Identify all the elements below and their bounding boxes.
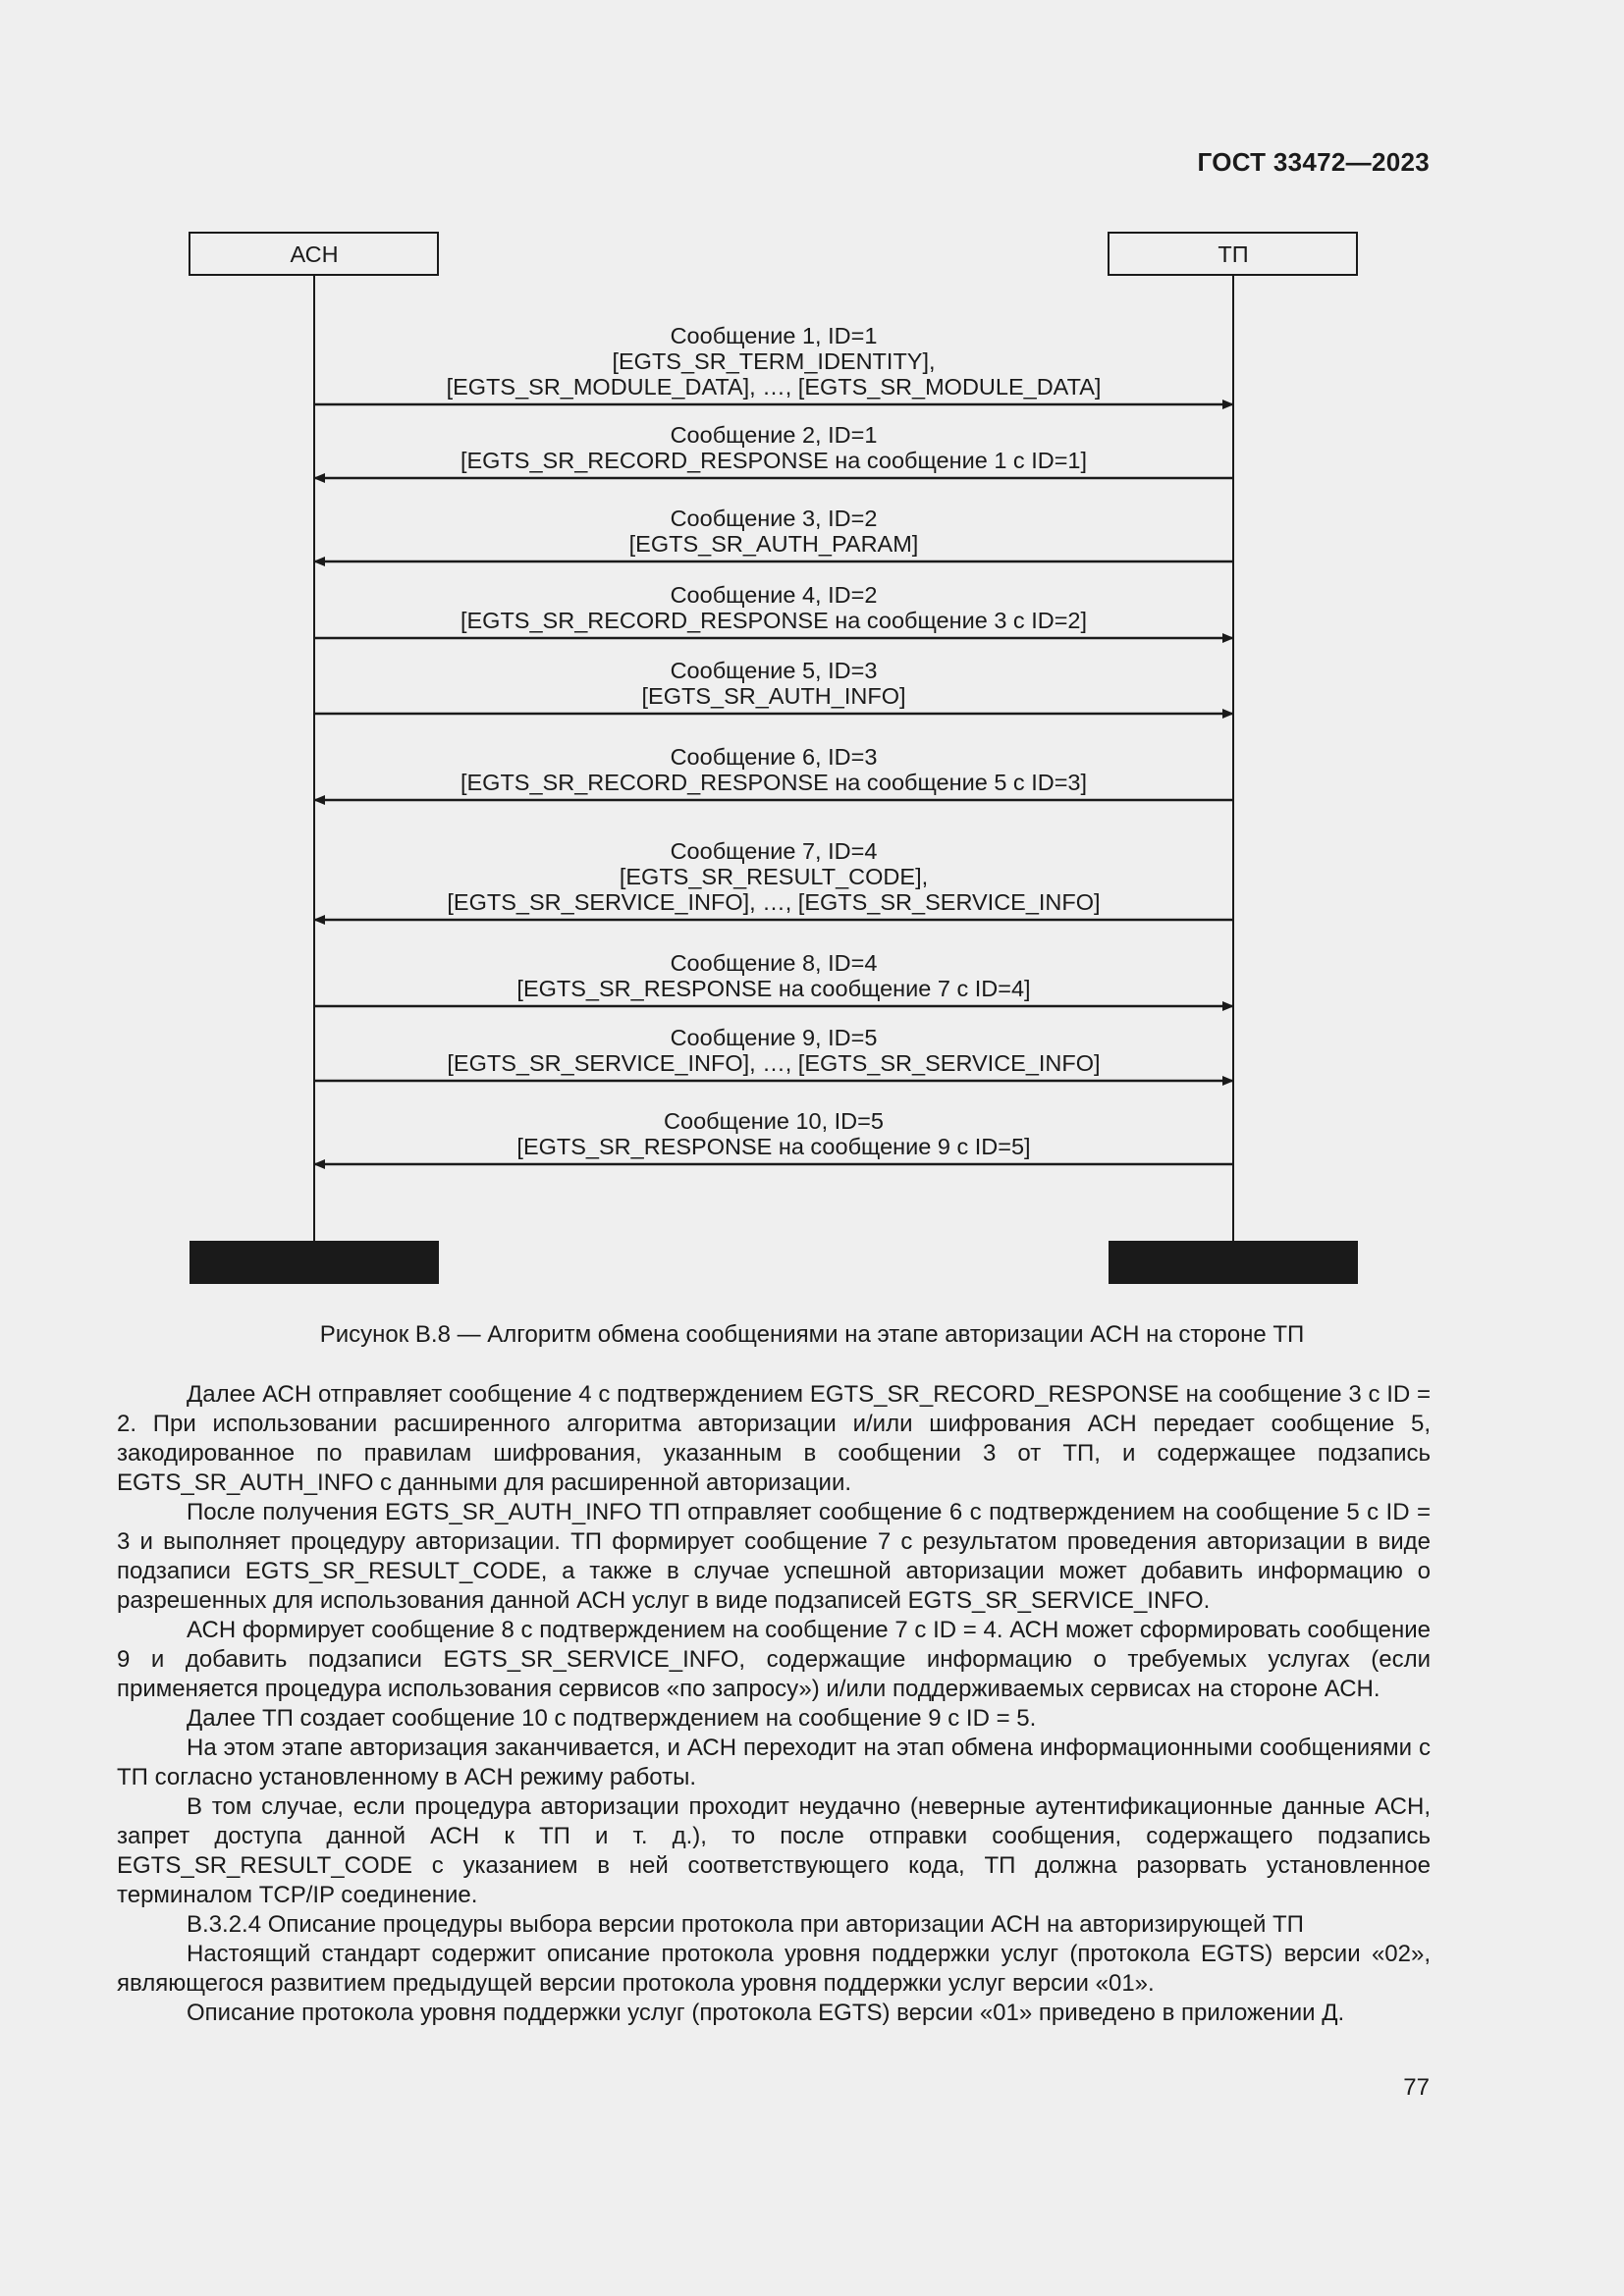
message-label: Сообщение 4, ID=2 bbox=[670, 582, 878, 608]
paragraph: Далее АСН отправляет сообщение 4 с подтверждением EGTS_SR_RECORD_RESPONSE на сообщение 3 с ID = 2. При использовании расширенного алгоритма авторизации и/или шифрования АСН передает сообщение 5, закодированное по правилам шифрования, указанным в сообщении 3 от ТП, и содержащее подзапись EGTS_SR_AUTH_INFO с данными для расширенной авторизации. bbox=[117, 1381, 1431, 1496]
paragraph: После получения EGTS_SR_AUTH_INFO ТП отправляет сообщение 6 с подтверждением на сообщение 5 с ID = 3 и выполняет процедуру авторизации. ТП формирует сообщение 7 с результатом проведения авторизации в виде подзаписи EGTS_SR_RESULT_CODE, а также в случае успешной авторизации может добавить информацию о разрешенных для использования данной АСН услуг в виде подзаписей EGTS_SR_SERVICE_INFO. bbox=[117, 1499, 1431, 1614]
paragraph: Описание протокола уровня поддержки услуг (протокола EGTS) версии «01» приведено в приложении Д. bbox=[187, 2000, 1345, 2026]
message-label: Сообщение 10, ID=5 bbox=[664, 1108, 884, 1134]
page-number: 77 bbox=[1403, 2074, 1430, 2101]
message-label: Сообщение 9, ID=5 bbox=[670, 1025, 878, 1050]
message-label: Сообщение 2, ID=1 bbox=[670, 422, 878, 448]
lifeline-end-right bbox=[1109, 1241, 1358, 1284]
message-label: [EGTS_SR_RESPONSE на сообщение 9 с ID=5] bbox=[516, 1134, 1031, 1159]
body-text bbox=[117, 1380, 1431, 2028]
message-label: Сообщение 7, ID=4 bbox=[670, 838, 878, 864]
paragraph: В том случае, если процедура авторизации проходит неудачно (неверные аутентификационные данные АСН, запрет доступа данной АСН к ТП и т. д.), то после отправки сообщения, содержащего подзапись EGTS_SR_RESULT_CODE с указанием в ней соответствующего кода, ТП должна разорвать установленное терминалом TCP/IP соединение. bbox=[117, 1793, 1431, 1908]
paragraph: На этом этапе авторизация заканчивается, и АСН переходит на этап обмена информационными сообщениями с ТП согласно установленному в АСН режиму работы. bbox=[117, 1735, 1431, 1790]
paragraph: АСН формирует сообщение 8 с подтверждением на сообщение 7 с ID = 4. АСН может сформировать сообщение 9 и добавить подзаписи EGTS_SR_SERVICE_INFO, содержащие информацию о требуемых услугах (если применяется процедура использования сервисов «по запросу») и/или поддерживаемых сервисах на стороне АСН. bbox=[117, 1617, 1431, 1702]
participant-label-right: ТП bbox=[1218, 241, 1249, 267]
message-label: [EGTS_SR_RECORD_RESPONSE на сообщение 3 с ID=2] bbox=[460, 608, 1088, 633]
lifeline-end-left bbox=[189, 1241, 439, 1284]
message-label: [EGTS_SR_RESULT_CODE], bbox=[619, 864, 929, 889]
document-header: ГОСТ 33472—2023 bbox=[1197, 147, 1430, 177]
section-heading: В.3.2.4 Описание процедуры выбора версии протокола при авторизации АСН на авторизирующей ТП bbox=[187, 1911, 1304, 1938]
message-label: Сообщение 6, ID=3 bbox=[670, 744, 878, 770]
figure-caption: Рисунок В.8 — Алгоритм обмена сообщениями на этапе авторизации АСН на стороне ТП bbox=[319, 1321, 1305, 1348]
message-label: Сообщение 3, ID=2 bbox=[670, 506, 878, 531]
message-label: [EGTS_SR_MODULE_DATA], …, [EGTS_SR_MODULE_DATA] bbox=[446, 374, 1102, 400]
message-label: [EGTS_SR_TERM_IDENTITY], bbox=[612, 348, 936, 374]
message-label: [EGTS_SR_RESPONSE на сообщение 7 с ID=4] bbox=[516, 976, 1031, 1001]
message-label: [EGTS_SR_SERVICE_INFO], …, [EGTS_SR_SERVICE_INFO] bbox=[447, 889, 1101, 915]
message-list bbox=[314, 323, 1233, 1164]
participant-label-left: АСН bbox=[290, 241, 339, 267]
message-label: [EGTS_SR_RECORD_RESPONSE на сообщение 1 с ID=1] bbox=[460, 448, 1088, 473]
message-label: Сообщение 5, ID=3 bbox=[670, 658, 878, 683]
message-label: [EGTS_SR_AUTH_INFO] bbox=[641, 683, 906, 709]
message-label: Сообщение 8, ID=4 bbox=[670, 950, 878, 976]
paragraph: Настоящий стандарт содержит описание протокола уровня поддержки услуг (протокола EGTS) версии «02», являющегося развитием предыдущей версии протокола уровня поддержки услуг версии «01». bbox=[117, 1941, 1431, 1997]
paragraph: Далее ТП создает сообщение 10 с подтверждением на сообщение 9 с ID = 5. bbox=[187, 1705, 1037, 1732]
message-label: [EGTS_SR_AUTH_PARAM] bbox=[628, 531, 919, 557]
message-label: [EGTS_SR_SERVICE_INFO], …, [EGTS_SR_SERVICE_INFO] bbox=[447, 1050, 1101, 1076]
message-label: Сообщение 1, ID=1 bbox=[670, 323, 878, 348]
message-label: [EGTS_SR_RECORD_RESPONSE на сообщение 5 с ID=3] bbox=[460, 770, 1088, 795]
